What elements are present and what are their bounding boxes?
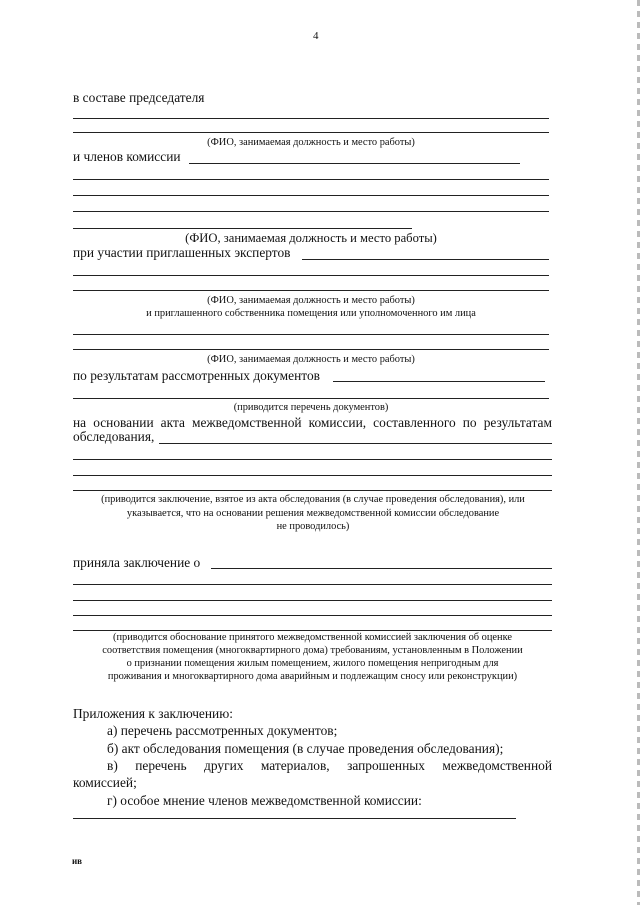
appendix-word: межведомственной — [442, 758, 552, 773]
caption-justification-4: проживания и многоквартирного дома аварийным и подлежащим сносу или реконструкции) — [107, 671, 518, 682]
form-line — [159, 443, 552, 444]
form-line — [73, 228, 412, 229]
caption-justification-1: (приводится обоснование принятого межведомственной комиссией заключения об оценке — [113, 632, 512, 643]
act-line-2: обследования, — [73, 429, 155, 444]
caption-fio-3: (ФИО, занимаемая должность и место работы) — [207, 295, 415, 306]
caption-justification-3: о признании помещения жилым помещением, жилого помещения непригодным для — [126, 658, 499, 669]
form-line — [73, 818, 516, 819]
form-line — [73, 275, 549, 276]
appendix-word: перечень — [135, 758, 187, 773]
form-line — [73, 334, 549, 335]
members-label: и членов комиссии — [73, 149, 181, 164]
act-word: основании — [93, 415, 154, 430]
form-line — [302, 259, 549, 260]
caption-fio-4: (ФИО, занимаемая должность и место работы) — [207, 354, 415, 365]
form-line — [73, 195, 549, 196]
appendix-word: других — [204, 758, 244, 773]
caption-conclusion-1: (приводится заключение, взятое из акта обследования (в случае проведения обследования), или — [101, 494, 525, 505]
form-line — [73, 600, 552, 601]
form-line — [211, 568, 552, 569]
appendix-item-d: г) особое мнение членов межведомственной комиссии: — [107, 793, 422, 808]
appendix-item-a: а) перечень рассмотренных документов; — [107, 723, 338, 738]
caption-conclusion-3: не проводилось) — [276, 521, 350, 532]
footer-mark: ив — [72, 856, 83, 866]
experts-label: при участии приглашенных экспертов — [73, 245, 291, 260]
form-line — [73, 179, 549, 180]
appendix-title: Приложения к заключению: — [73, 706, 233, 721]
act-word: комиссии, — [308, 415, 367, 430]
chairman-label: в составе председателя — [73, 90, 205, 105]
form-line — [73, 290, 549, 291]
form-line — [73, 349, 549, 350]
act-word: на — [73, 415, 87, 430]
act-word: межведомственной — [191, 415, 302, 430]
form-line — [73, 630, 552, 631]
form-line — [189, 163, 520, 164]
form-line — [73, 615, 552, 616]
form-line — [73, 459, 552, 460]
act-word: составленного — [373, 415, 456, 430]
appendix-word: запрошенных — [347, 758, 425, 773]
form-line — [73, 584, 552, 585]
appendix-word: в) — [107, 758, 118, 773]
form-line — [73, 132, 549, 133]
appendix-item-c — [107, 759, 552, 772]
form-line — [333, 381, 545, 382]
act-word: акта — [160, 415, 185, 430]
form-line — [73, 118, 549, 119]
act-word: по — [462, 415, 477, 430]
caption-conclusion-2: указывается, что на основании решения межведомственной комиссии обследование — [126, 508, 500, 519]
act-line-1 — [73, 416, 552, 429]
form-line — [73, 398, 549, 399]
caption-justification-2: соответствия помещения (многоквартирного дома) требованиям, установленным в Положении — [102, 645, 523, 656]
documents-label: по результатам рассмотренных документов — [73, 368, 320, 383]
conclusion-label: приняла заключение о — [73, 555, 201, 570]
form-line — [73, 211, 549, 212]
caption-fio-1: (ФИО, занимаемая должность и место работы) — [207, 137, 415, 148]
caption-fio-2: (ФИО, занимаемая должность и место работы) — [185, 231, 437, 245]
appendix-item-b: б) акт обследования помещения (в случае проведения обследования); — [107, 741, 504, 756]
caption-docs: (приводится перечень документов) — [233, 402, 389, 413]
form-line — [73, 490, 552, 491]
form-line — [73, 475, 552, 476]
appendix-item-c-cont: комиссией; — [73, 775, 137, 790]
act-word: результатам — [483, 415, 552, 430]
owner-label: и приглашенного собственника помещения или уполномоченного им лица — [146, 308, 476, 319]
page-number: 4 — [313, 30, 319, 42]
appendix-word: материалов, — [260, 758, 330, 773]
